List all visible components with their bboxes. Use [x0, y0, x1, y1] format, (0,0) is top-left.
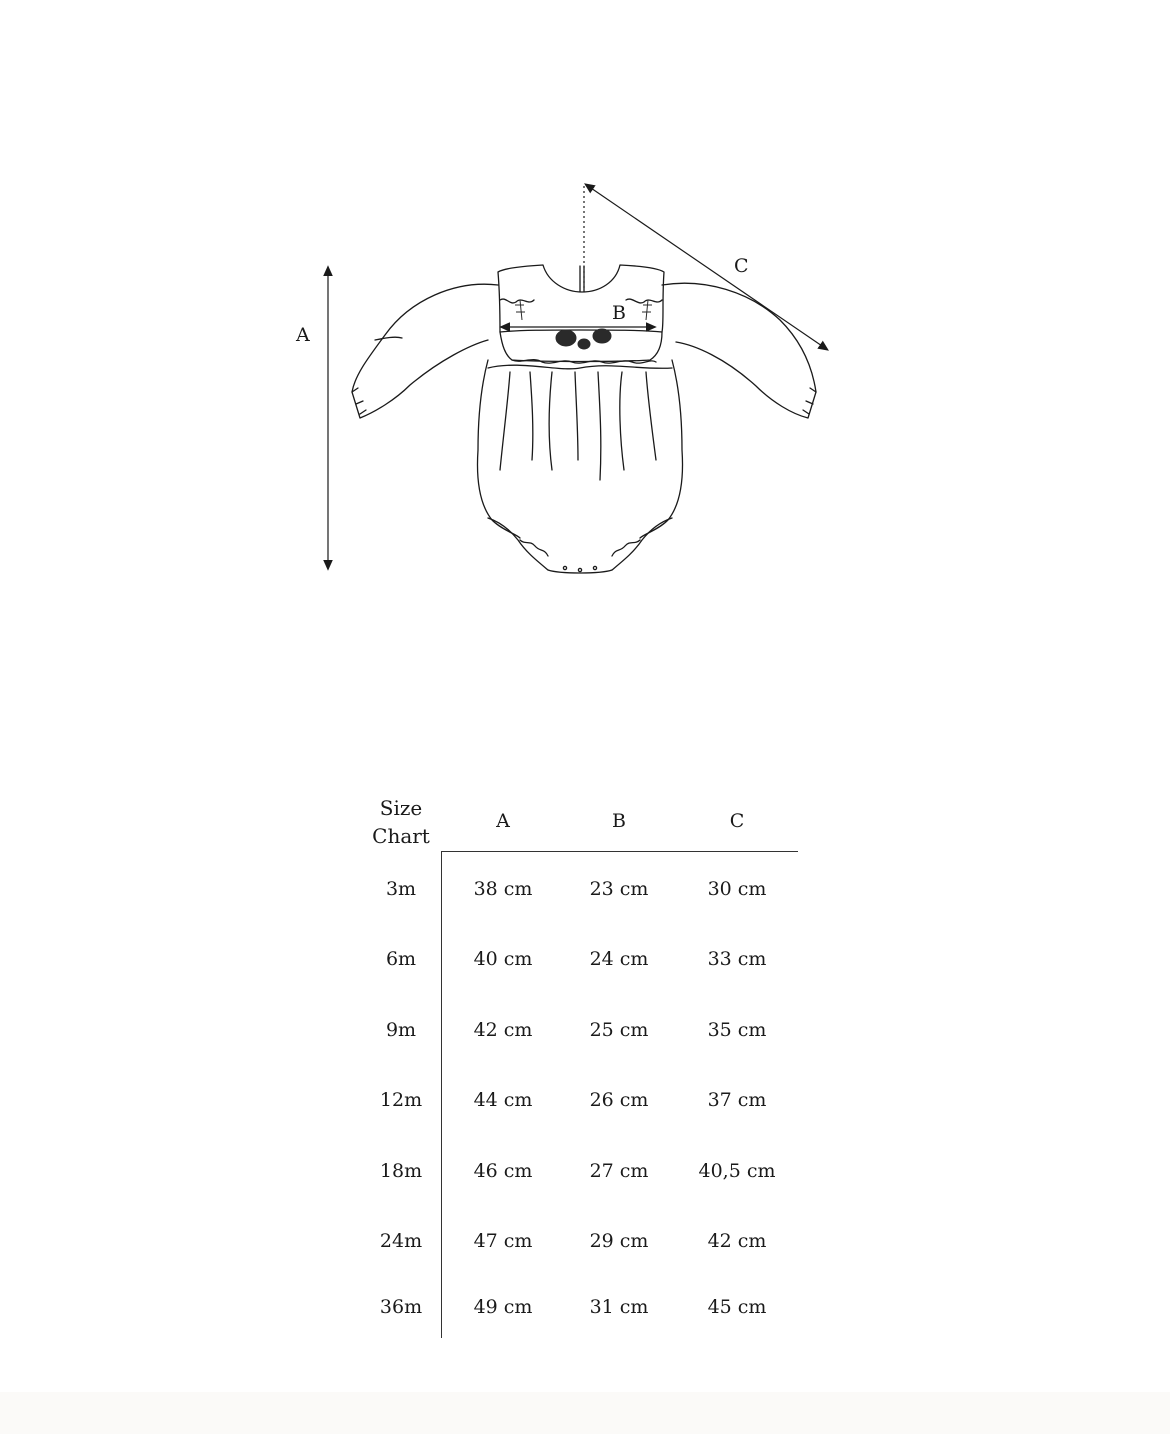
size-cell: 3m — [385, 878, 417, 900]
column-header-c: C — [729, 810, 745, 832]
value-cell-b: 23 cm — [589, 878, 649, 900]
label-c: C — [734, 255, 749, 277]
size-cell: 36m — [379, 1296, 423, 1318]
value-cell-a: 38 cm — [473, 878, 533, 900]
title-line-1: Size — [379, 796, 423, 820]
right-sleeve — [662, 283, 816, 418]
value-cell-c: 40,5 cm — [698, 1160, 776, 1182]
value-cell-c: 45 cm — [707, 1296, 767, 1318]
value-cell-b: 26 cm — [589, 1089, 649, 1111]
table-row — [350, 1160, 810, 1190]
size-cell: 12m — [379, 1089, 423, 1111]
value-cell-a: 46 cm — [473, 1160, 533, 1182]
embroidery — [515, 300, 652, 349]
value-cell-b: 31 cm — [589, 1296, 649, 1318]
size-cell: 24m — [379, 1230, 423, 1252]
value-cell-a: 47 cm — [473, 1230, 533, 1252]
value-cell-b: 27 cm — [589, 1160, 649, 1182]
table-row — [350, 1230, 810, 1260]
table-row — [350, 878, 810, 908]
size-chart-title — [350, 794, 452, 850]
title-line-2: Chart — [372, 824, 430, 848]
value-cell-b: 29 cm — [589, 1230, 649, 1252]
table-row — [350, 1019, 810, 1049]
collar — [498, 265, 664, 332]
value-cell-c: 37 cm — [707, 1089, 767, 1111]
left-sleeve — [352, 284, 498, 418]
romper-drawing — [0, 0, 1170, 620]
garment-diagram — [0, 0, 1170, 620]
table-row — [350, 1296, 810, 1326]
label-b: B — [612, 302, 626, 324]
value-cell-a: 49 cm — [473, 1296, 533, 1318]
size-chart-table — [350, 790, 810, 1350]
value-cell-a: 42 cm — [473, 1019, 533, 1041]
table-row — [350, 948, 810, 978]
size-cell: 18m — [379, 1160, 423, 1182]
size-cell: 9m — [385, 1019, 417, 1041]
value-cell-c: 33 cm — [707, 948, 767, 970]
value-cell-c: 35 cm — [707, 1019, 767, 1041]
table-row — [350, 1089, 810, 1119]
value-cell-b: 24 cm — [589, 948, 649, 970]
value-cell-b: 25 cm — [589, 1019, 649, 1041]
column-header-b: B — [612, 810, 626, 832]
size-cell: 6m — [385, 948, 417, 970]
value-cell-c: 42 cm — [707, 1230, 767, 1252]
column-header-a: A — [496, 810, 510, 832]
header-rule — [442, 851, 798, 852]
label-a: A — [296, 324, 310, 346]
value-cell-a: 40 cm — [473, 948, 533, 970]
value-cell-a: 44 cm — [473, 1089, 533, 1111]
value-cell-c: 30 cm — [707, 878, 767, 900]
bottom-band — [0, 1392, 1170, 1434]
